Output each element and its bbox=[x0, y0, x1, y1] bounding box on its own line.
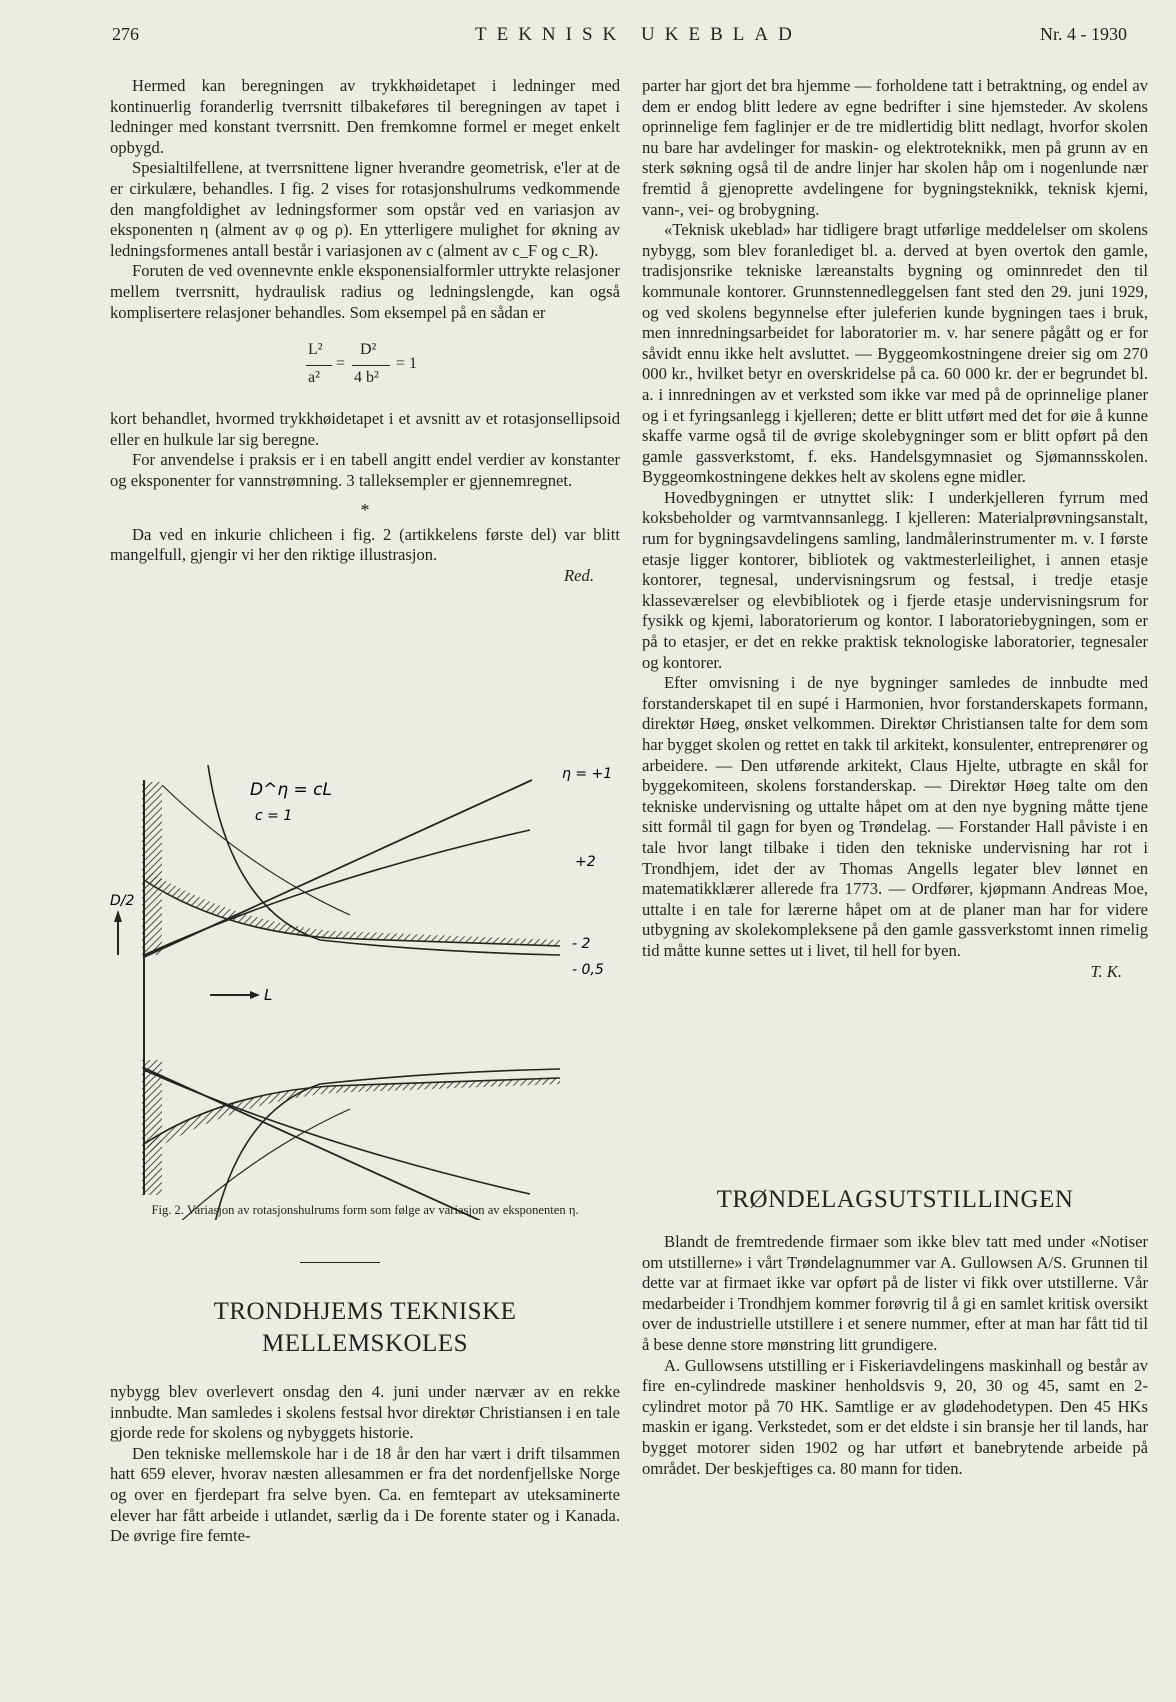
hatch-wall-lower bbox=[142, 1060, 162, 1195]
headline-line-2: MELLEMSKOLES bbox=[262, 1330, 468, 1357]
page-number: 276 bbox=[112, 24, 139, 44]
paragraph: nybygg blev overlevert onsdag den 4. juni under nærvær av en rekke innbudte. Man samledes i skolens festsal hvor direktør Christiansen i en tale gjorde rede for skolens og nybyggets historie. bbox=[110, 1382, 620, 1443]
section-star: * bbox=[360, 499, 370, 520]
signature: Red. bbox=[564, 565, 594, 585]
article3-body bbox=[642, 1232, 1148, 1479]
article3-headline bbox=[642, 1184, 1148, 1216]
headline-line-1: TRONDHJEMS TEKNISKE bbox=[213, 1298, 517, 1325]
paragraph: A. Gullowsens utstilling er i Fiskeriavdelingens maskinhall og består av fire en-cylindrede maskiner henholdsvis 9, 20, 30 og 45, samt en 2-cylindret motor på 70 HK. Samtlige er av glødehodetypen. Den 45 HKs maskin er igang. Verkstedet, som er det eldste i sin bransje her til lands, har bygget motorer siden 1902 og har utført et banebrytende arbeide på området. Der beskjeftiges ca. 80 mann for tiden. bbox=[642, 1355, 1148, 1478]
equation bbox=[110, 331, 620, 403]
paragraph: parter har gjort det bra hjemme — forholdene tatt i betraktning, og endel av dem er endog blitt ledere av egne bedrifter i sine hjemsteder. Av skolens oprinnelige fem faglinjer er de tre midlertidig blitt nedlagt, hvorfor skolen nu bare har avdelinger for maskin- og elektroteknikk, men på grunn av en sterk søkning også til de andre linjer har skolen håp om i nogenlunde nær fremtid å gjenoprette avdelingene for bygningsteknikk, teknisk kjemi, vann-, vei- og brobygning. bbox=[642, 76, 1148, 219]
eta-label: η = +1 bbox=[562, 766, 613, 782]
paragraph: Blandt de fremtredende firmaer som ikke blev tatt med under «Notiser om utstillerne» i vårt Trøndelagnummer var A. Gullowsen A/S. Grunnen til dette var at firmaet ikke var opført på de lister vi fikk over utstillerne. Vår medarbeider i Trondhjem kommer forøvrig til å gi en samlet kritisk oversikt over de industrielle utstillere i et senere nummer, efter at man har fått tid til å bese denne store mønstring litt grundigere. bbox=[642, 1232, 1148, 1354]
paragraph: Den tekniske mellemskole har i de 18 år den har vært i drift tilsammen hatt 659 elever, hvorav næsten allesammen er fra det nordenfjellske Norge og over en fjerdepart fra selve byen. Ca. en femtepart av uteksaminerte elever har fått arbeide i utlandet, særlig da i De forente stater og i Kanada. De øvrige fire femte- bbox=[110, 1443, 620, 1546]
paragraph: Hermed kan beregningen av trykkhøidetapet i ledninger med kontinuerlig foranderlig tverrsnitt tilbakeføres til beregningen av tapet i ledninger med konstant tverrsnitt. Den fremkomne formel er meget enkelt opbygd. bbox=[110, 76, 620, 157]
article-body-left bbox=[110, 1382, 620, 1547]
paragraph: Hovedbygningen er utnyttet slik: I underkjelleren fyrrum med koksbeholder og varmtvannsanlegg. I kjelleren: Materialprøvningsanstalt, rum for bygningsavdelingens samling, landmålerinstrumenter m. v. I første etasje ligger kontorer, bibliotek og vaktmesterleilighet, i annen etasje kontorer, tegnesal, undervisningsrum og festsal, i tredje etasje klasseværelser og elevbibliotek og i fjerde etasje undervisningsrum for fysikk og kjemi, laboratorierum og kontor. I laboratoriebygningen, som er på to etasjer, er det en rekke praktisk teknologiske laboratorier, tegnesaler og kontorer. bbox=[642, 487, 1148, 672]
left-column-text bbox=[110, 76, 620, 586]
paragraph: For anvendelse i praksis er i en tabell angitt endel verdier av konstanter og eksponenter for vannstrømning. 3 talleksempler er gjennemregnet. bbox=[110, 450, 620, 490]
eq-equals: = bbox=[336, 355, 346, 373]
formula-label: D^η = cL bbox=[250, 780, 332, 800]
figure-caption: Fig. 2. Variasjon av rotasjonshulrums form som følge av variasjon av eksponenten η. bbox=[151, 1203, 579, 1217]
eq-L2: L² bbox=[308, 341, 323, 359]
hatch-band-upper bbox=[144, 872, 560, 946]
journal-title: TEKNISK UKEBLAD bbox=[475, 24, 802, 45]
paragraph: Foruten de ved ovennevnte enkle eksponensialformler uttrykte relasjoner mellem tverrsnitt, hydraulisk radius og ledningslengde, kan også komplisertere relasjoner behandles. Som eksempel på en sådan er bbox=[110, 261, 620, 322]
article-headline bbox=[110, 1296, 620, 1360]
paragraph: kort behandlet, hvormed trykkhøidetapet i et avsnitt av et rotasjonsellipsoid eller en hulkule lar sig beregne. bbox=[110, 409, 620, 449]
label-minus2: - 2 bbox=[572, 936, 591, 952]
y-axis-label: D/2 bbox=[110, 893, 135, 909]
hatch-band-lower bbox=[144, 1078, 560, 1152]
right-column-text bbox=[642, 76, 1148, 982]
paragraph: Spesialtilfellene, at tverrsnittene ligner hverandre geometrisk, e'ler at de er cirkulære, behandles. I fig. 2 vises for rotasjonshulrums vedkommende den mangfoldighet av ledningsformer som opstår ved en variasjon av eksponenten η (alment av φ og ρ). En ytterligere mulighet for økning av ledningsformenes antall består i variasjonen av c (alment av c_F og c_R). bbox=[110, 158, 620, 260]
paragraph: «Teknisk ukeblad» har tidligere bragt utførlige meddelelser om skolens nybygg, som blev foranlediget bl. a. derved at byen overtok den gamle, tradisjonsrike tekniske læreanstalts bygning og ominnredet den til kommunale kontorer. Grunnstennedleggelsen fant sted den 29. juni 1929, og ved skolens begynnelse efter juleferien kunde bygningen taes i bruk, men innredningsarbeidet for laboratorier m. v. har senere pågått og er for såvidt ennu ikke helt avsluttet. — Byggeomkostningene dreier sig om 270 000 kr., hvilket betyr en overskridelse på ca. 60 000 kr. der er begrundet bl. a. i innredningen av et verksted som ikke var med på de oprinnelige planer og i et fyringsanlegg i kjelleren; dette er blitt utført med det for øie å kunne skaffe varme også til de øvrige skolebygninger som er blitt opført på den gamle gassverkstomt, f. eks. Handelsgymnasiet og Sjømannsskolen. Byggeomkostningene dekkes helt av skolens egne midler. bbox=[642, 220, 1148, 487]
label-plus2: +2 bbox=[575, 854, 596, 870]
figure-2-diagram bbox=[110, 760, 630, 1220]
paragraph: Da ved en inkurie chlicheen i fig. 2 (artikkelens første del) var blitt mangelfull, gjengir vi her den riktige illustrasjon. bbox=[110, 524, 620, 565]
x-axis-label: L bbox=[264, 986, 273, 1004]
divider bbox=[300, 1262, 380, 1263]
issue-label: Nr. 4 - 1930 bbox=[1040, 24, 1127, 44]
label-minus05: - 0,5 bbox=[572, 962, 604, 978]
c-label: c = 1 bbox=[255, 808, 293, 824]
eq-a2: a² bbox=[308, 369, 320, 387]
paragraph: Efter omvisning i de nye bygninger samledes de innbudte med forstanderskapet til en supé i Harmonien, hvor forstanderskapets formann, direktør Høeg, ønsket velkommen. Direktør Christiansen talte for dem som har bygget skolen og rettet en takk til arkitekt, konsulenter, entreprenører og arbeidere. — Den utførende arkitekt, Claus Hjelte, utbragte en skål for byggekomiteen, skolens forstanderskap. — Direktør Høeg talte om den tekniske undervisning og uttalte håpet om at den nye bygning måtte tjene sitt formål til gagn for byen og Trøndelag. — Forstander Hall påviste i en tale hvor langt tilbake i tiden den tekniske undervisning har rot i Trondhjem, idet der av Thomas Angells legater blev lønnet en matematikklærer allerede fra 1773. — Ordfører, kjøpmann Andreas Moe, uttalte i en tale for lærerne håpet om at de planer man har for videre utbygning av skolekompleksene på den gamle gassverkstomt innen rimelig tid måtte kunne settes ut i livet, til hell for byen. bbox=[642, 673, 1148, 960]
eq-D2: D² bbox=[360, 341, 377, 359]
curve-minus05-lower bbox=[208, 1069, 560, 1220]
eq-4b2: 4 b² bbox=[354, 369, 379, 387]
headline: TRØNDELAGSUTSTILLINGEN bbox=[716, 1186, 1074, 1213]
signature: T. K. bbox=[1090, 961, 1122, 981]
eq-equals-one: = 1 bbox=[396, 355, 418, 373]
